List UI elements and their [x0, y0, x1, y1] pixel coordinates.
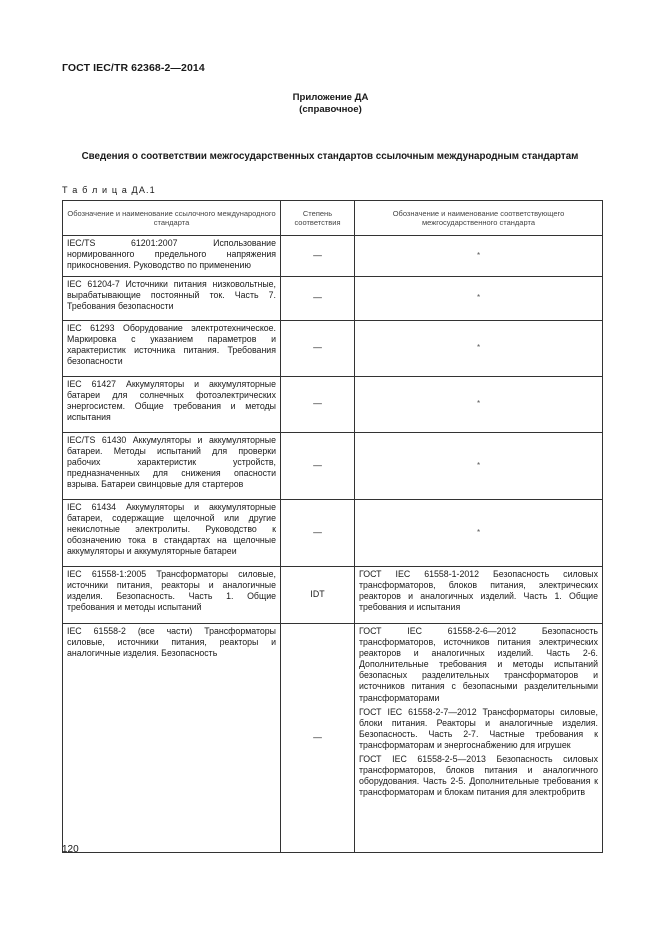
cell-degree: IDT [281, 567, 355, 624]
table-row [63, 567, 603, 624]
cell-national-standard: * [355, 433, 603, 500]
cell-international-standard: IEC 61558-2 (все части) Трансформаторы силовые, источники питания, реакторы и аналогичные изделия. Безопасность [63, 624, 281, 853]
table-row [63, 624, 603, 853]
table-row [63, 236, 603, 277]
cell-degree: — [281, 500, 355, 567]
page-number: 120 [62, 844, 79, 855]
cell-national-standard: * [355, 500, 603, 567]
header-national: Обозначение и наименование соответствующего межгосударственного стандарта [355, 201, 603, 236]
correspondence-table [62, 200, 603, 853]
cell-national-standard: * [355, 236, 603, 277]
cell-national-standard [355, 567, 603, 624]
cell-degree: — [281, 624, 355, 853]
table-row [63, 321, 603, 377]
cell-degree: — [281, 377, 355, 433]
national-standard-entry: ГОСТ IEC 61558-2-5—2013 Безопасность силовых трансформаторов, блоков питания и аналогичного оборудования. Часть 2-5. Дополнительные требования к трансформаторам и блокам питания для электробритв [359, 754, 598, 798]
cell-national-standard: * [355, 377, 603, 433]
cell-degree: — [281, 433, 355, 500]
table-caption: Т а б л и ц а ДА.1 [62, 185, 156, 195]
cell-national-standard: * [355, 321, 603, 377]
section-heading: Сведения о соответствии межгосударственных стандартов ссылочным международным стандартам [81, 151, 579, 162]
annex-title: Приложение ДА [292, 92, 369, 103]
national-standard-entry: ГОСТ IEC 61558-2-7—2012 Трансформаторы силовые, блоки питания. Реакторы и аналогичные изделия. Безопасность. Часть 2-7. Частные требования к трансформаторам и энергоснабжению для игрушек [359, 706, 598, 750]
header-degree: Степень соответствия [281, 201, 355, 236]
table-header-row [63, 201, 603, 236]
cell-national-standard [355, 624, 603, 853]
header-international: Обозначение и наименование ссылочного международного стандарта [63, 201, 281, 236]
cell-international-standard: IEC 61204-7 Источники питания низковольтные, вырабатывающие постоянный ток. Часть 7. Требования безопасности [63, 277, 281, 321]
cell-international-standard: IEC/TS 61430 Аккумуляторы и аккумуляторные батареи. Методы испытаний для проверки рабочих характеристик устройств, предназначенных для снижения опасности взрыва. Батареи свинцовые для стартеров [63, 433, 281, 500]
document-code: ГОСТ IEC/TR 62368-2—2014 [62, 62, 205, 74]
table-row [63, 377, 603, 433]
table-row [63, 500, 603, 567]
annex-block [0, 92, 661, 116]
cell-international-standard: IEC/TS 61201:2007 Использование нормированного предельного напряжения прикосновения. Руководство по применению [63, 236, 281, 277]
cell-degree: — [281, 321, 355, 377]
cell-international-standard: IEC 61558-1:2005 Трансформаторы силовые, источники питания, реакторы и аналогичные изделия. Безопасность. Часть 1. Общие требования и методы испытаний [63, 567, 281, 624]
cell-national-standard: * [355, 277, 603, 321]
table-row [63, 277, 603, 321]
national-standard-entry: ГОСТ IEC 61558-1-2012 Безопасность силовых трансформаторов, блоков питания, электрических реакторов и аналогичных изделий. Часть 1. Общие требования и испытания [359, 569, 598, 613]
national-standard-entry: ГОСТ IEC 61558-2-6—2012 Безопасность трансформаторов, источников питания электрических реакторов и аналогичных изделий. Часть 2-6. Дополнительные требования и методы испытаний безопасных разделительных трансформаторов и источников питания с безопасными разделительными трансформаторами [359, 626, 598, 703]
cell-degree: — [281, 277, 355, 321]
cell-international-standard: IEC 61434 Аккумуляторы и аккумуляторные батареи, содержащие щелочной или другие некислотные электролиты. Руководство к обозначению тока в стандартах на щелочные аккумуляторы и аккумуляторные батареи [63, 500, 281, 567]
cell-international-standard: IEC 61293 Оборудование электротехническое. Маркировка с указанием параметров и характеристик источника питания. Требования безопасности [63, 321, 281, 377]
table-row [63, 433, 603, 500]
annex-subtitle: (справочное) [299, 104, 362, 115]
cell-international-standard: IEC 61427 Аккумуляторы и аккумуляторные батареи для солнечных фотоэлектрических энергосистем. Общие требования и методы испытания [63, 377, 281, 433]
cell-degree: — [281, 236, 355, 277]
